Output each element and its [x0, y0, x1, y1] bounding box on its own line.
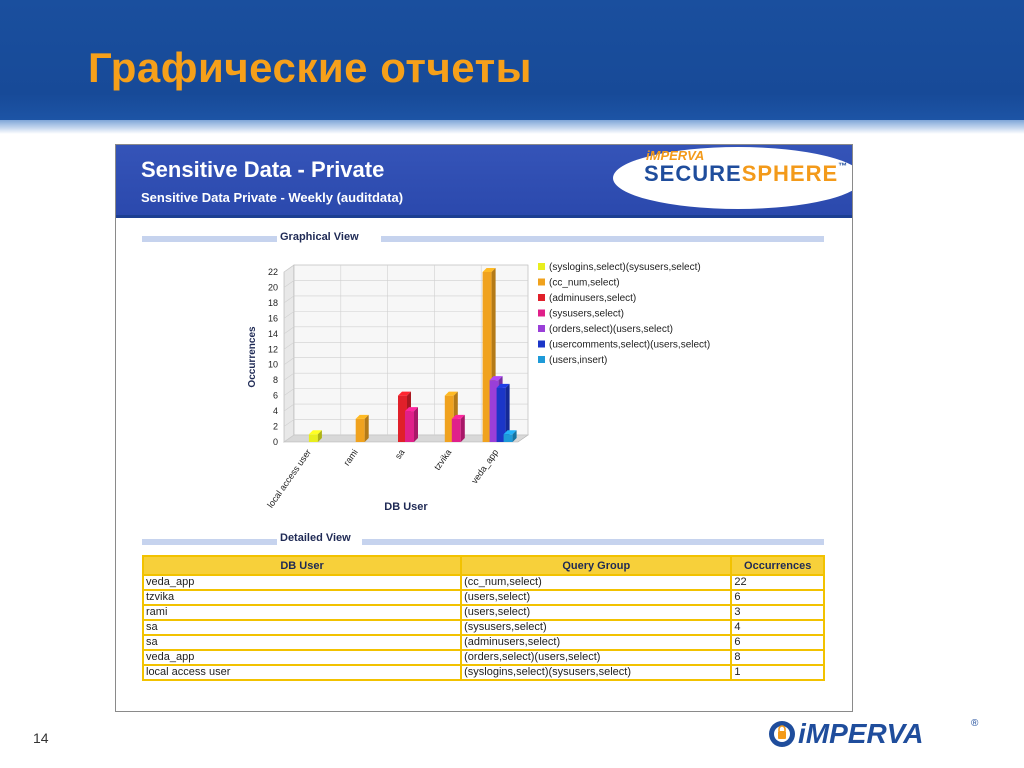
graphical-view-label: Graphical View — [280, 231, 359, 243]
report-subtitle: Sensitive Data Private - Weekly (auditdata) — [141, 190, 404, 205]
y-axis-label: Occurrences — [247, 326, 258, 388]
page-number: 14 — [33, 730, 49, 746]
bar — [309, 434, 318, 442]
table-row — [143, 650, 824, 665]
cell-db-user: sa — [143, 620, 461, 635]
chart-side-wall — [284, 265, 294, 442]
cell-query-group: (syslogins,select)(sysusers,select) — [461, 665, 731, 680]
bar-side — [461, 415, 465, 442]
y-tick-label: 16 — [267, 313, 278, 324]
x-tick-label: sa — [392, 447, 407, 461]
col-header-query-group: Query Group — [461, 556, 731, 575]
legend-swatch — [538, 263, 545, 270]
x-tick-label: rami — [341, 447, 360, 468]
legend-label: (usercomments,select)(users,select) — [549, 339, 711, 351]
cell-occurrences: 8 — [731, 650, 824, 665]
legend-swatch — [538, 341, 545, 348]
brand-top-text: iMPERVA — [646, 148, 705, 163]
bar-side — [365, 415, 369, 442]
cell-occurrences: 6 — [731, 635, 824, 650]
table-row — [143, 635, 824, 650]
cell-query-group: (users,select) — [461, 605, 731, 620]
legend-label: (syslogins,select)(sysusers,select) — [549, 262, 701, 273]
col-header-db-user: DB User — [143, 556, 461, 575]
cell-db-user: sa — [143, 635, 461, 650]
y-tick-label: 0 — [272, 437, 278, 447]
y-tick-label: 22 — [267, 267, 278, 277]
legend-swatch — [538, 279, 545, 286]
legend-label: (adminusers,select) — [549, 293, 637, 304]
section-bar-right-2 — [362, 539, 824, 545]
y-tick-label: 6 — [272, 390, 278, 401]
bar-chart — [116, 145, 852, 525]
logo-wordmark: iMPERVA — [798, 718, 924, 749]
table-row — [143, 605, 824, 620]
cell-query-group: (users,select) — [461, 590, 731, 605]
legend-label: (orders,select)(users,select) — [549, 324, 673, 335]
brand-main-2: SPHERE — [741, 161, 839, 186]
cell-occurrences: 4 — [731, 620, 824, 635]
cell-occurrences: 3 — [731, 605, 824, 620]
bar — [504, 434, 513, 442]
bar — [356, 419, 365, 442]
cell-db-user: tzvika — [143, 590, 461, 605]
detail-table — [142, 555, 825, 681]
y-tick-label: 4 — [272, 406, 278, 417]
legend-swatch — [538, 294, 545, 301]
col-header-occurrences: Occurrences — [731, 556, 824, 575]
report-panel — [115, 144, 853, 712]
brand-main-1: SECURE — [644, 161, 742, 186]
logo-registered: ® — [971, 718, 979, 729]
x-tick-label: tzvika — [432, 447, 454, 473]
slide-title: Графические отчеты — [88, 44, 533, 91]
cell-query-group: (sysusers,select) — [461, 620, 731, 635]
y-tick-label: 10 — [267, 359, 278, 370]
legend-swatch — [538, 356, 545, 363]
y-tick-label: 20 — [267, 282, 278, 293]
cell-db-user: veda_app — [143, 575, 461, 590]
legend-label: (sysusers,select) — [549, 308, 625, 320]
section-bar-left-2 — [142, 539, 277, 545]
table-row — [143, 620, 824, 635]
x-axis-label: DB User — [384, 501, 428, 513]
table-row — [143, 665, 824, 680]
x-tick-label: local access user — [265, 447, 314, 510]
cell-db-user: veda_app — [143, 650, 461, 665]
report-title: Sensitive Data - Private — [141, 157, 385, 182]
y-tick-label: 14 — [267, 328, 278, 339]
cell-occurrences: 1 — [731, 665, 824, 680]
y-tick-label: 18 — [267, 297, 278, 308]
table-row — [143, 575, 824, 590]
bar-side — [414, 407, 418, 442]
legend-swatch — [538, 325, 545, 332]
header-stripe — [0, 120, 1024, 134]
cell-occurrences: 6 — [731, 590, 824, 605]
cell-query-group: (adminusers,select) — [461, 635, 731, 650]
bar — [452, 419, 461, 442]
cell-query-group: (cc_num,select) — [461, 575, 731, 590]
legend-swatch — [538, 310, 545, 317]
y-tick-label: 12 — [267, 344, 278, 355]
y-tick-label: 8 — [272, 375, 278, 386]
detailed-view-label: Detailed View — [280, 532, 351, 544]
cell-db-user: local access user — [143, 665, 461, 680]
brand-tm: ™ — [838, 161, 849, 171]
legend-label: (cc_num,select) — [549, 277, 620, 289]
x-tick-label: veda_app — [469, 447, 501, 486]
y-tick-label: 2 — [272, 421, 278, 432]
cell-occurrences: 22 — [731, 575, 824, 590]
table-row — [143, 590, 824, 605]
bar — [405, 411, 414, 442]
logo-emblem-icon — [768, 720, 796, 748]
cell-db-user: rami — [143, 605, 461, 620]
cell-query-group: (orders,select)(users,select) — [461, 650, 731, 665]
legend-label: (users,insert) — [549, 355, 608, 366]
